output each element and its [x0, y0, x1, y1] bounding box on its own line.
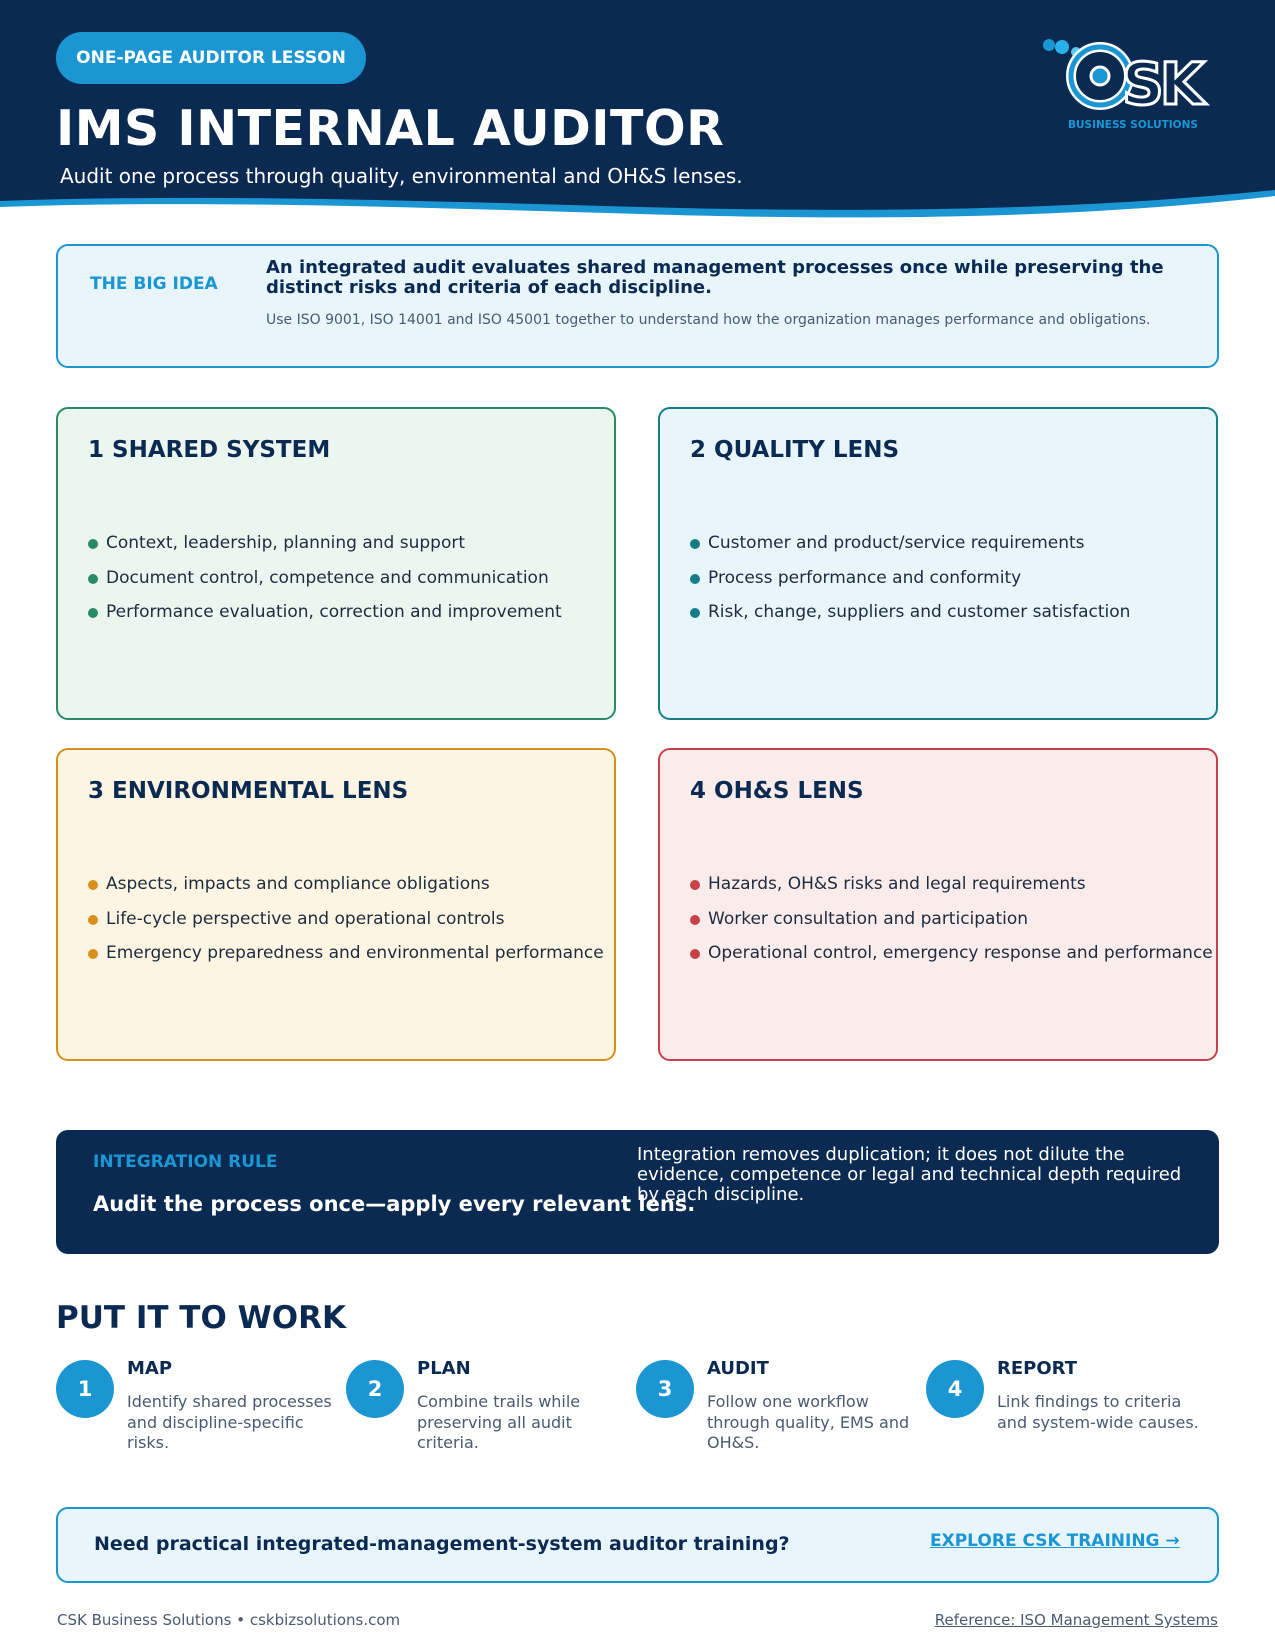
list-item: Aspects, impacts and compliance obligations	[88, 874, 604, 909]
card-title: 4 OH&S LENS	[690, 778, 864, 804]
card-environmental-lens	[56, 748, 616, 1061]
training-cta-panel	[56, 1507, 1219, 1583]
list-item: Context, leadership, planning and support	[88, 533, 562, 568]
step-description: Combine trails while preserving all audit criteria.	[417, 1392, 581, 1452]
list-item: Risk, change, suppliers and customer satisfaction	[690, 602, 1130, 637]
card-list	[88, 533, 562, 637]
card-title: 3 ENVIRONMENTAL LENS	[88, 778, 409, 804]
list-item: Operational control, emergency response and performance	[690, 943, 1213, 978]
integration-rule-text: Integration removes duplication; it does not dilute the evidence, competence or legal and technical depth required by each discipline.	[637, 1144, 1182, 1205]
card-shared-system	[56, 407, 616, 720]
bullet-dot	[88, 539, 98, 549]
csk-logo	[1040, 36, 1220, 136]
step-audit	[636, 1358, 916, 1468]
card-title: 2 QUALITY LENS	[690, 437, 900, 463]
step-title: AUDIT	[707, 1358, 769, 1379]
header-banner	[0, 0, 1275, 222]
step-title: PLAN	[417, 1358, 471, 1379]
list-item: Worker consultation and participation	[690, 909, 1213, 944]
card-list	[690, 533, 1130, 637]
bullet-dot	[690, 608, 700, 618]
page-subtitle: Audit one process through quality, environmental and OH&S lenses.	[60, 164, 743, 188]
list-item: Life-cycle perspective and operational controls	[88, 909, 604, 944]
explore-training-link[interactable]: EXPLORE CSK TRAINING →	[930, 1531, 1180, 1551]
card-list	[690, 874, 1213, 978]
card-list	[88, 874, 604, 978]
list-item: Performance evaluation, correction and improvement	[88, 602, 562, 637]
card-ohs-lens	[658, 748, 1218, 1061]
integration-rule-label: INTEGRATION RULE	[93, 1152, 278, 1172]
section-title-put-it-to-work: PUT IT TO WORK	[56, 1300, 347, 1336]
lesson-badge: ONE-PAGE AUDITOR LESSON	[56, 32, 366, 84]
bullet-dot	[690, 880, 700, 890]
step-description: Follow one workflow through quality, EMS and OH&S.	[707, 1392, 910, 1452]
list-item: Document control, competence and communication	[88, 568, 562, 603]
step-number-badge: 1	[56, 1360, 114, 1418]
page-title: IMS INTERNAL AUDITOR	[56, 100, 725, 157]
list-item: Customer and product/service requirements	[690, 533, 1130, 568]
svg-text:SK: SK	[1122, 50, 1201, 118]
bullet-dot	[88, 574, 98, 584]
card-title: 1 SHARED SYSTEM	[88, 437, 331, 463]
bullet-dot	[690, 915, 700, 925]
step-number-badge: 3	[636, 1360, 694, 1418]
bullet-dot	[690, 949, 700, 959]
bullet-dot	[88, 915, 98, 925]
step-plan	[346, 1358, 626, 1468]
step-title: REPORT	[997, 1358, 1077, 1379]
list-item: Emergency preparedness and environmental performance	[88, 943, 604, 978]
card-quality-lens	[658, 407, 1218, 720]
footer-reference-link[interactable]: Reference: ISO Management Systems	[934, 1611, 1218, 1629]
step-map	[56, 1358, 336, 1468]
step-report	[926, 1358, 1206, 1468]
step-description: Link findings to criteria and system-wide causes.	[997, 1392, 1199, 1432]
bullet-dot	[88, 880, 98, 890]
integration-rule-headline: Audit the process once—apply every relevant lens.	[93, 1192, 696, 1216]
step-description: Identify shared processes and discipline-specific risks.	[127, 1392, 332, 1452]
step-number-badge: 4	[926, 1360, 984, 1418]
cta-text: Need practical integrated-management-system auditor training?	[94, 1533, 790, 1555]
bullet-dot	[88, 949, 98, 959]
footer-company-info: CSK Business Solutions • cskbizsolutions.com	[57, 1611, 401, 1629]
integration-rule-panel	[56, 1130, 1219, 1254]
bullet-dot	[690, 539, 700, 549]
big-idea-label: THE BIG IDEA	[90, 274, 218, 294]
step-title: MAP	[127, 1358, 173, 1379]
list-item: Hazards, OH&S risks and legal requirements	[690, 874, 1213, 909]
big-idea-headline: An integrated audit evaluates shared management processes once while preserving the distinct risks and criteria of each discipline.	[266, 257, 1164, 298]
svg-text:BUSINESS SOLUTIONS: BUSINESS SOLUTIONS	[1068, 119, 1198, 131]
step-number-badge: 2	[346, 1360, 404, 1418]
list-item: Process performance and conformity	[690, 568, 1130, 603]
big-idea-panel	[56, 244, 1219, 368]
big-idea-subtext: Use ISO 9001, ISO 14001 and ISO 45001 together to understand how the organization manages performance and obligations.	[266, 312, 1151, 328]
bullet-dot	[690, 574, 700, 584]
bullet-dot	[88, 608, 98, 618]
